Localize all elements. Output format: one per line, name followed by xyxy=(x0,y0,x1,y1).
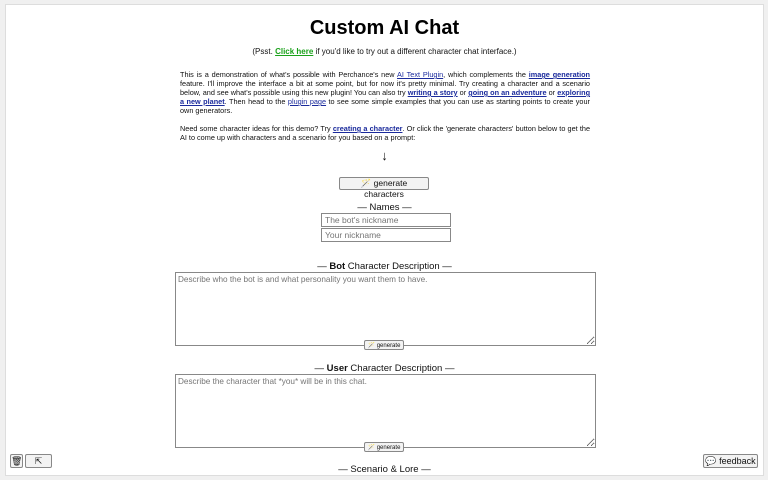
ideas-text-1: Need some character ideas for this demo? Try xyxy=(180,124,331,133)
bot-heading-bold: Bot xyxy=(329,261,346,272)
bot-heading-pre: — xyxy=(317,261,330,272)
user-heading-post: Character Description — xyxy=(347,363,455,374)
ideas-paragraph xyxy=(180,124,590,142)
down-arrow-icon: ↓ xyxy=(381,148,388,163)
adventure-link[interactable]: going on an adventure xyxy=(468,88,547,97)
bot-description-heading xyxy=(6,261,763,272)
click-here-link[interactable]: Click here xyxy=(275,47,314,56)
intro-text-4: or xyxy=(459,88,467,97)
plugin-page-link[interactable]: plugin page xyxy=(287,97,327,106)
intro-text-5: or xyxy=(548,88,556,97)
names-heading: — Names — xyxy=(357,202,412,213)
user-heading-pre: — xyxy=(314,363,327,374)
scenario-heading: — Scenario & Lore — xyxy=(338,464,431,475)
user-nickname-input[interactable] xyxy=(321,228,451,242)
generate-characters-button[interactable]: 🪄 generate characters xyxy=(339,177,429,190)
image-generation-link[interactable]: image generation xyxy=(528,70,591,79)
psst-note xyxy=(6,47,763,56)
intro-paragraph xyxy=(180,70,590,115)
bot-heading-post: Character Description — xyxy=(345,261,452,272)
bot-nickname-input[interactable] xyxy=(321,213,451,227)
feedback-button[interactable]: 💬 feedback xyxy=(703,454,758,468)
ai-text-plugin-link[interactable]: AI Text Plugin xyxy=(397,70,444,79)
intro-text-7: to see some simple examples that you can use as starting points to create your own generators. xyxy=(180,97,590,115)
bot-description-textarea[interactable] xyxy=(175,272,596,346)
expand-icon[interactable]: ⇱ xyxy=(25,454,52,468)
ideas-text-2: . Or click the 'generate characters' button below to get the AI to come up with characters and a scenario for you based on a prompt: xyxy=(180,124,591,142)
new-planet-link[interactable]: exploring a new planet xyxy=(180,88,591,106)
user-heading-bold: User xyxy=(326,363,348,374)
writing-story-link[interactable]: writing a story xyxy=(407,88,458,97)
user-generate-button[interactable]: 🪄 generate xyxy=(364,442,404,452)
user-description-textarea[interactable] xyxy=(175,374,596,448)
creating-character-link[interactable]: creating a character xyxy=(332,124,403,133)
intro-text-1: This is a demonstration of what's possible with Perchance's new xyxy=(180,70,395,79)
user-description-heading xyxy=(6,363,763,374)
bot-generate-button[interactable]: 🪄 generate xyxy=(364,340,404,350)
psst-after: if you'd like to try out a different character chat interface.) xyxy=(315,47,517,56)
intro-text-2: , which complements the xyxy=(443,70,526,79)
page-title: Custom AI Chat xyxy=(309,17,460,39)
page-container xyxy=(5,4,764,476)
intro-text-6: . Then head to the xyxy=(224,97,286,106)
psst-before: (Psst. xyxy=(252,47,273,56)
trash-icon[interactable]: 🗑 xyxy=(10,454,23,468)
intro-text-3: feature. I'll improve the interface a bit at some point, but for now it's pretty minimal. Try creating a character and a scenario below, and see what's possible using this new plugin! You can also try xyxy=(180,79,590,97)
